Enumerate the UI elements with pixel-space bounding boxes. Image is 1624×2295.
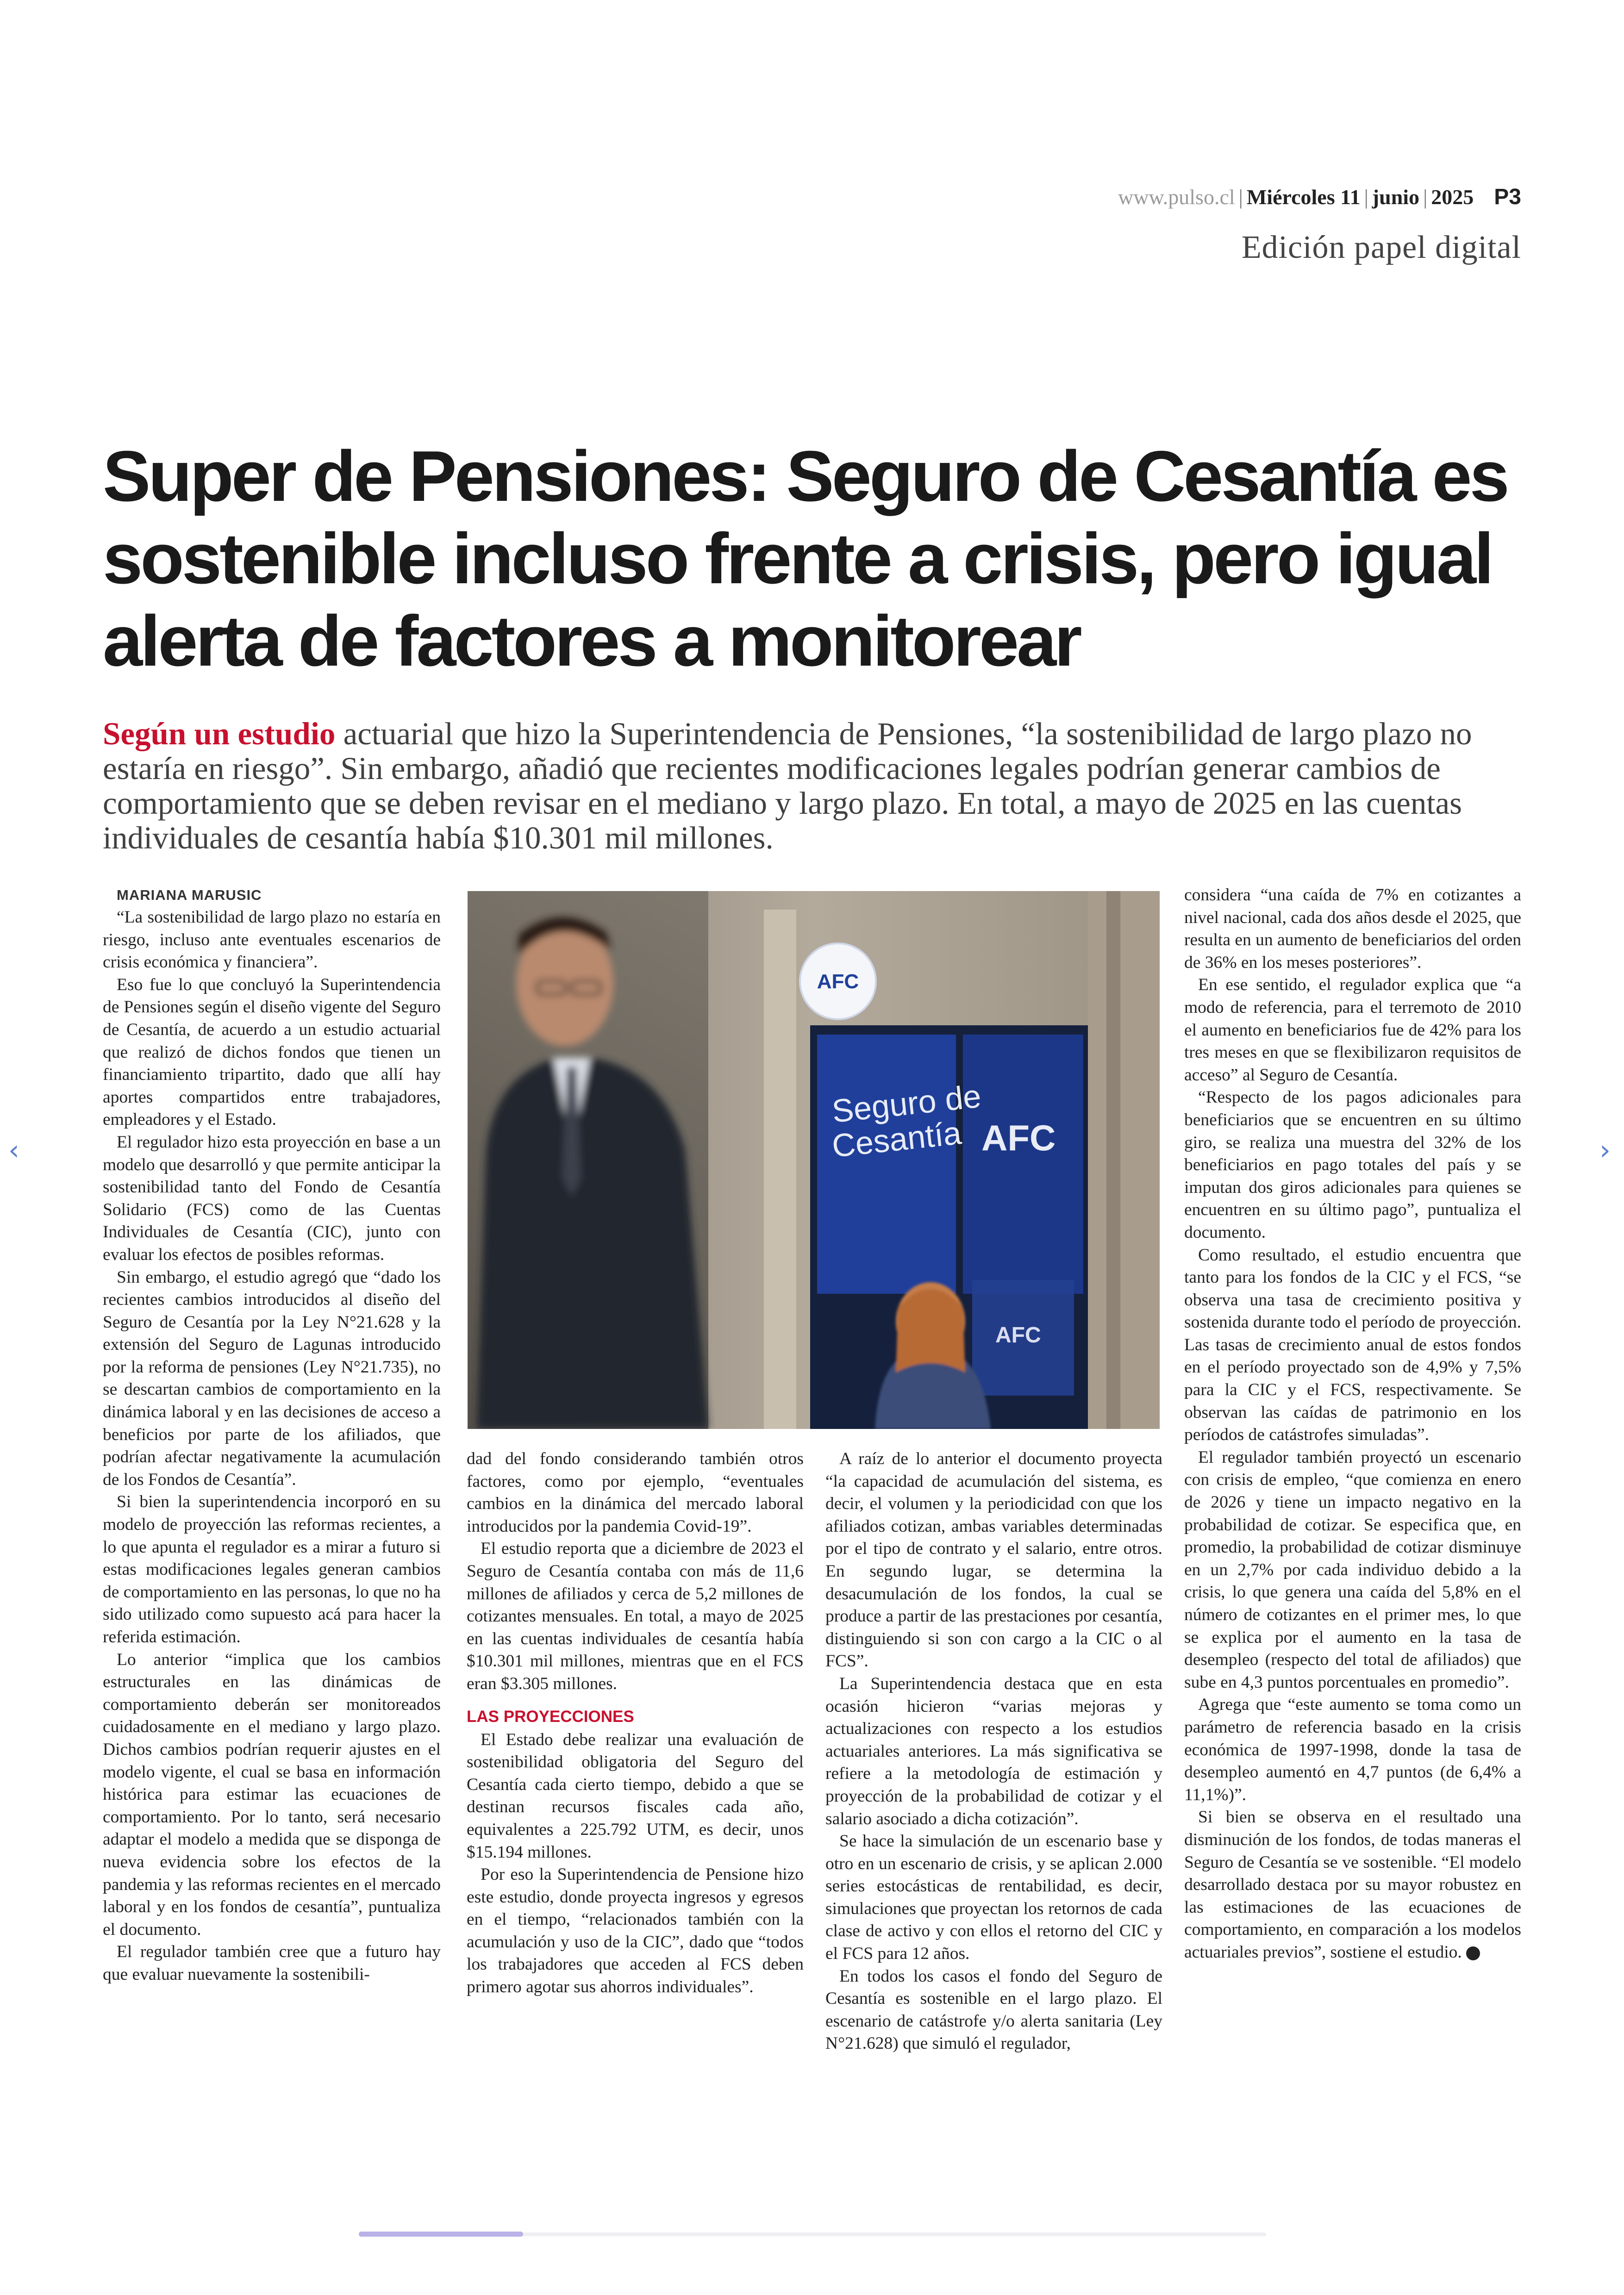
article-column-4: [1184, 884, 1521, 1964]
article-column-2: [467, 1448, 804, 1999]
paragraph: En todos los casos el fondo del Seguro de Cesantía es sostenible en el largo plazo. El escenario de catástrofe y/o alerta sanitaria (Ley N°21.628) que simuló el regulador,: [825, 1966, 1162, 2053]
paragraph: Agrega que “este aumento se toma como un parámetro de referencia basado en la crisis económica de 1997-1998, donde la tasa de desempleo aumentó en 4,7 puntos (de 6,4% a 11,1%)”.: [1184, 1695, 1521, 1804]
paragraph: El regulador también cree que a futuro hay que evaluar nuevamente la sostenibili-: [103, 1942, 441, 1984]
page-number: P3: [1494, 185, 1521, 209]
paragraph: considera “una caída de 7% en cotizantes a nivel nacional, cada dos años desde el 2025, que resulta en un aumento de beneficiarios del orden de 36% en los meses posteriores”.: [1184, 886, 1521, 972]
paragraph: Como resultado, el estudio encuentra que tanto para los fondos de la CIC y el FCS, “se observa una tasa de crecimiento positiva y sostenida durante todo el período de proyección. Las tasas de crecimiento anual de estos fondos en el período proyectado son de 4,9% y 7,5% para la CIC y el FCS, respectivamente. Se observan las caídas de patrimonio en los períodos de catástrofes simuladas”.: [1184, 1245, 1521, 1445]
article-lede: [103, 717, 1529, 855]
paragraph: El estudio reporta que a diciembre de 2023 el Seguro de Cesantía contaba con más de 11,6 millones de afiliados y cerca de 5,2 millones de cotizantes mensuales. En total, a mayo de 2025 en las cuentas individuales de cesantía había $10.301 mil millones, mientras que en el FCS eran $3.305 millones.: [467, 1539, 804, 1693]
paragraph: El regulador también proyectó un escenario con crisis de empleo, “que comienza en enero de 2026 y tiene un impacto negativo en la probabilidad de cotizar. Se especifica que, en promedio, la probabilidad de cotizar disminuye en un 2,7% por cada individuo debido a la crisis, lo que genera una caída del 5,8% en el número de cotizantes en el primer mes, lo que se explica por el aumento en la tasa de desempleo (respecto del total de afiliados) que sube en 4,3 puntos porcentuales en promedio”.: [1184, 1447, 1521, 1692]
previous-page-chevron-icon[interactable]: ‹: [8, 1134, 19, 1166]
paragraph: Eso fue lo que concluyó la Superintendencia de Pensiones según el diseño vigente del Seguro de Cesantía, de acuerdo a un estudio actuarial que realizó de dichos fondos que tienen un financiamiento tripartito, dado que allí hay aportes compartidos entre trabajadores, empleadores y el Estado.: [103, 975, 441, 1129]
article-column-1: [103, 884, 441, 1986]
paragraph: El regulador hizo esta proyección en base a un modelo que desarrolló y que permite anticipar la sostenibilidad tanto del Fondo de Cesantía Solidario (FCS) como de las Cuentas Individuales de Cesantía (CIC), junto con evaluar los efectos de posibles reformas.: [103, 1132, 441, 1264]
next-page-chevron-icon[interactable]: ›: [1599, 1134, 1611, 1166]
paragraph: Por eso la Superintendencia de Pensione hizo este estudio, donde proyecta ingresos y egresos en el tiempo, “relacionados también con la acumulación y uso de la CIC”, dado que “todos los trabajadores que acceden al FCS deben primero agotar sus ahorros individuales”.: [467, 1865, 804, 1997]
article-photo: [468, 891, 1160, 1429]
paragraph: En ese sentido, el regulador explica que “a modo de referencia, para el terremoto de 2010 el aumento en beneficiarios fue de 42% para los tres meses en que se flexibilizaron requisitos de acceso” al Seguro de Cesantía.: [1184, 975, 1521, 1085]
lede-text: actuarial que hizo la Superintendencia de Pensiones, “la sostenibilidad de largo plazo no estaría en riesgo”. Sin embargo, añadió que recientes modificaciones legales podrían generar cambios de comportamiento que se deben revisar en el mediano y largo plazo. En total, a mayo de 2025 en las cuentas individuales de cesantía había $10.301 mil millones.: [103, 716, 1472, 855]
photo-window-logo: AFC: [981, 1117, 1056, 1158]
byline: MARIANA MARUSIC: [117, 887, 262, 903]
paragraph: dad del fondo considerando también otros factores, como por ejemplo, “eventuales cambios en la dinámica del mercado laboral introducidos por la pandemia Covid-19”.: [467, 1449, 804, 1536]
header-date-day: Miércoles 11: [1246, 185, 1361, 209]
paragraph: “La sostenibilidad de largo plazo no estaría en riesgo, incluso ante eventuales escenarios de crisis económica y financiera”.: [103, 908, 441, 972]
section-subhead: LAS PROYECCIONES: [467, 1707, 634, 1726]
site-url[interactable]: www.pulso.cl: [1118, 185, 1235, 209]
photo-sign-line-2: Cesantía: [830, 1115, 963, 1164]
paragraph: Se hace la simulación de un escenario base y otro en un escenario de crisis, y se aplican 2.000 series estocásticas de rentabilidad, es decir, simulaciones que proyectan los retornos de cada clase de activo y con ellos el retorno del CIC y el FCS para 12 años.: [825, 1832, 1162, 1964]
page-scrollbar-thumb[interactable]: [359, 2232, 523, 2237]
photo-round-logo: AFC: [817, 970, 859, 993]
article-column-3: [825, 1448, 1162, 2055]
paragraph: [1184, 1806, 1521, 1964]
paragraph: A raíz de lo anterior el documento proyecta “la capacidad de acumulación del sistema, es decir, el volumen y la periodicidad con que los afiliados cotizan, ambas variables determinadas por el tipo de contrato y el salario, entre otros. En segundo lugar, se determina la desacumulación de los fondos, la cual se produce a partir de las prestaciones por cesantía, distinguiendo si son con cargo a la CIC o al FCS”.: [825, 1449, 1162, 1671]
lede-kicker: Según un estudio: [103, 716, 336, 751]
paragraph: Sin embargo, el estudio agregó que “dado los recientes cambios introducidos al diseño del Seguro de Cesantía por la Ley N°21.628 y la extensión del Seguro de Lagunas introducido por la reforma de pensiones (Ley N°21.735), no se descartan cambios de comportamiento en la dinámica laboral y en las decisiones de acceso a beneficios por parte de los afiliados, que podrían afectar negativamente la acumulación de los Fondos de Cesantía”.: [103, 1267, 441, 1489]
paragraph: “Respecto de los pagos adicionales para beneficiarios que se encuentren en su último giro, se realiza una muestra del 32% de los beneficiarios en pago totales del país y se imputan dos giros adicionales para quienes se encuentren en su último pago”, puntualiza el documento.: [1184, 1088, 1521, 1242]
paragraph-text: Si bien se observa en el resultado una disminución de los fondos, de todas maneras el Seguro de Cesantía se ve sostenible. “El modelo desarrollado destaca por su mayor robustez en las estimaciones de las ecuaciones de comportamiento, en comparación a los modelos actuariales previos”, sostiene el estudio.: [1184, 1808, 1521, 1962]
paragraph: Lo anterior “implica que los cambios estructurales en las dinámicas de comportamiento deberán ser monitoreados cuidadosamente en el mediano y largo plazo. Dichos cambios podrían requerir ajustes en el modelo vigente, el cual se basa en información histórica para estimar las ecuaciones de comportamiento. Por lo tanto, será necesario adaptar el modelo a medida que se disponga de nueva evidencia sobre los efectos de la pandemia y las reformas recientes en el mercado laboral y en los fondos de cesantía”, puntualiza el documento.: [103, 1650, 441, 1939]
paragraph: La Superintendencia destaca que en esta ocasión hicieron “varias mejoras y actualizaciones con respecto a los estudios actuariales anteriores. La más significativa se refiere a la metodología de estimación y proyección de la probabilidad de cotizar y el salario asociado a dicha cotización”.: [825, 1674, 1162, 1828]
page-header: www.pulso.cl | Miércoles 11 | junio | 2025 P3: [1118, 185, 1521, 209]
end-mark-icon: P: [1466, 1946, 1480, 1960]
edition-label: Edición papel digital: [1241, 230, 1521, 265]
article-headline: Super de Pensiones: Seguro de Cesantía es sostenible incluso frente a crisis, pero igual alerta de factores a monitorear: [103, 436, 1507, 681]
photo-illustration: [468, 891, 1160, 1429]
header-date-year: 2025: [1431, 185, 1474, 209]
paragraph: Si bien la superintendencia incorporó en su modelo de proyección las reformas recientes, a lo que apunta el regulador es a mirar a futuro si estas modificaciones legales generan cambios de comportamiento en las personas, lo que no ha sido utilizado como supuesto acá para hacer la referida estimación.: [103, 1492, 441, 1646]
header-date-month: junio: [1372, 185, 1420, 209]
paragraph: El Estado debe realizar una evaluación de sostenibilidad obligatoria del Seguro del Cesantía cada cierto tiempo, debido a que se destinan recursos fiscales cada año, equivalentes a 225.792 UTM, es decir, unos $15.194 millones.: [467, 1730, 804, 1862]
photo-lower-logo: AFC: [995, 1323, 1041, 1347]
photo-sign-line-1: Seguro de: [830, 1078, 983, 1129]
